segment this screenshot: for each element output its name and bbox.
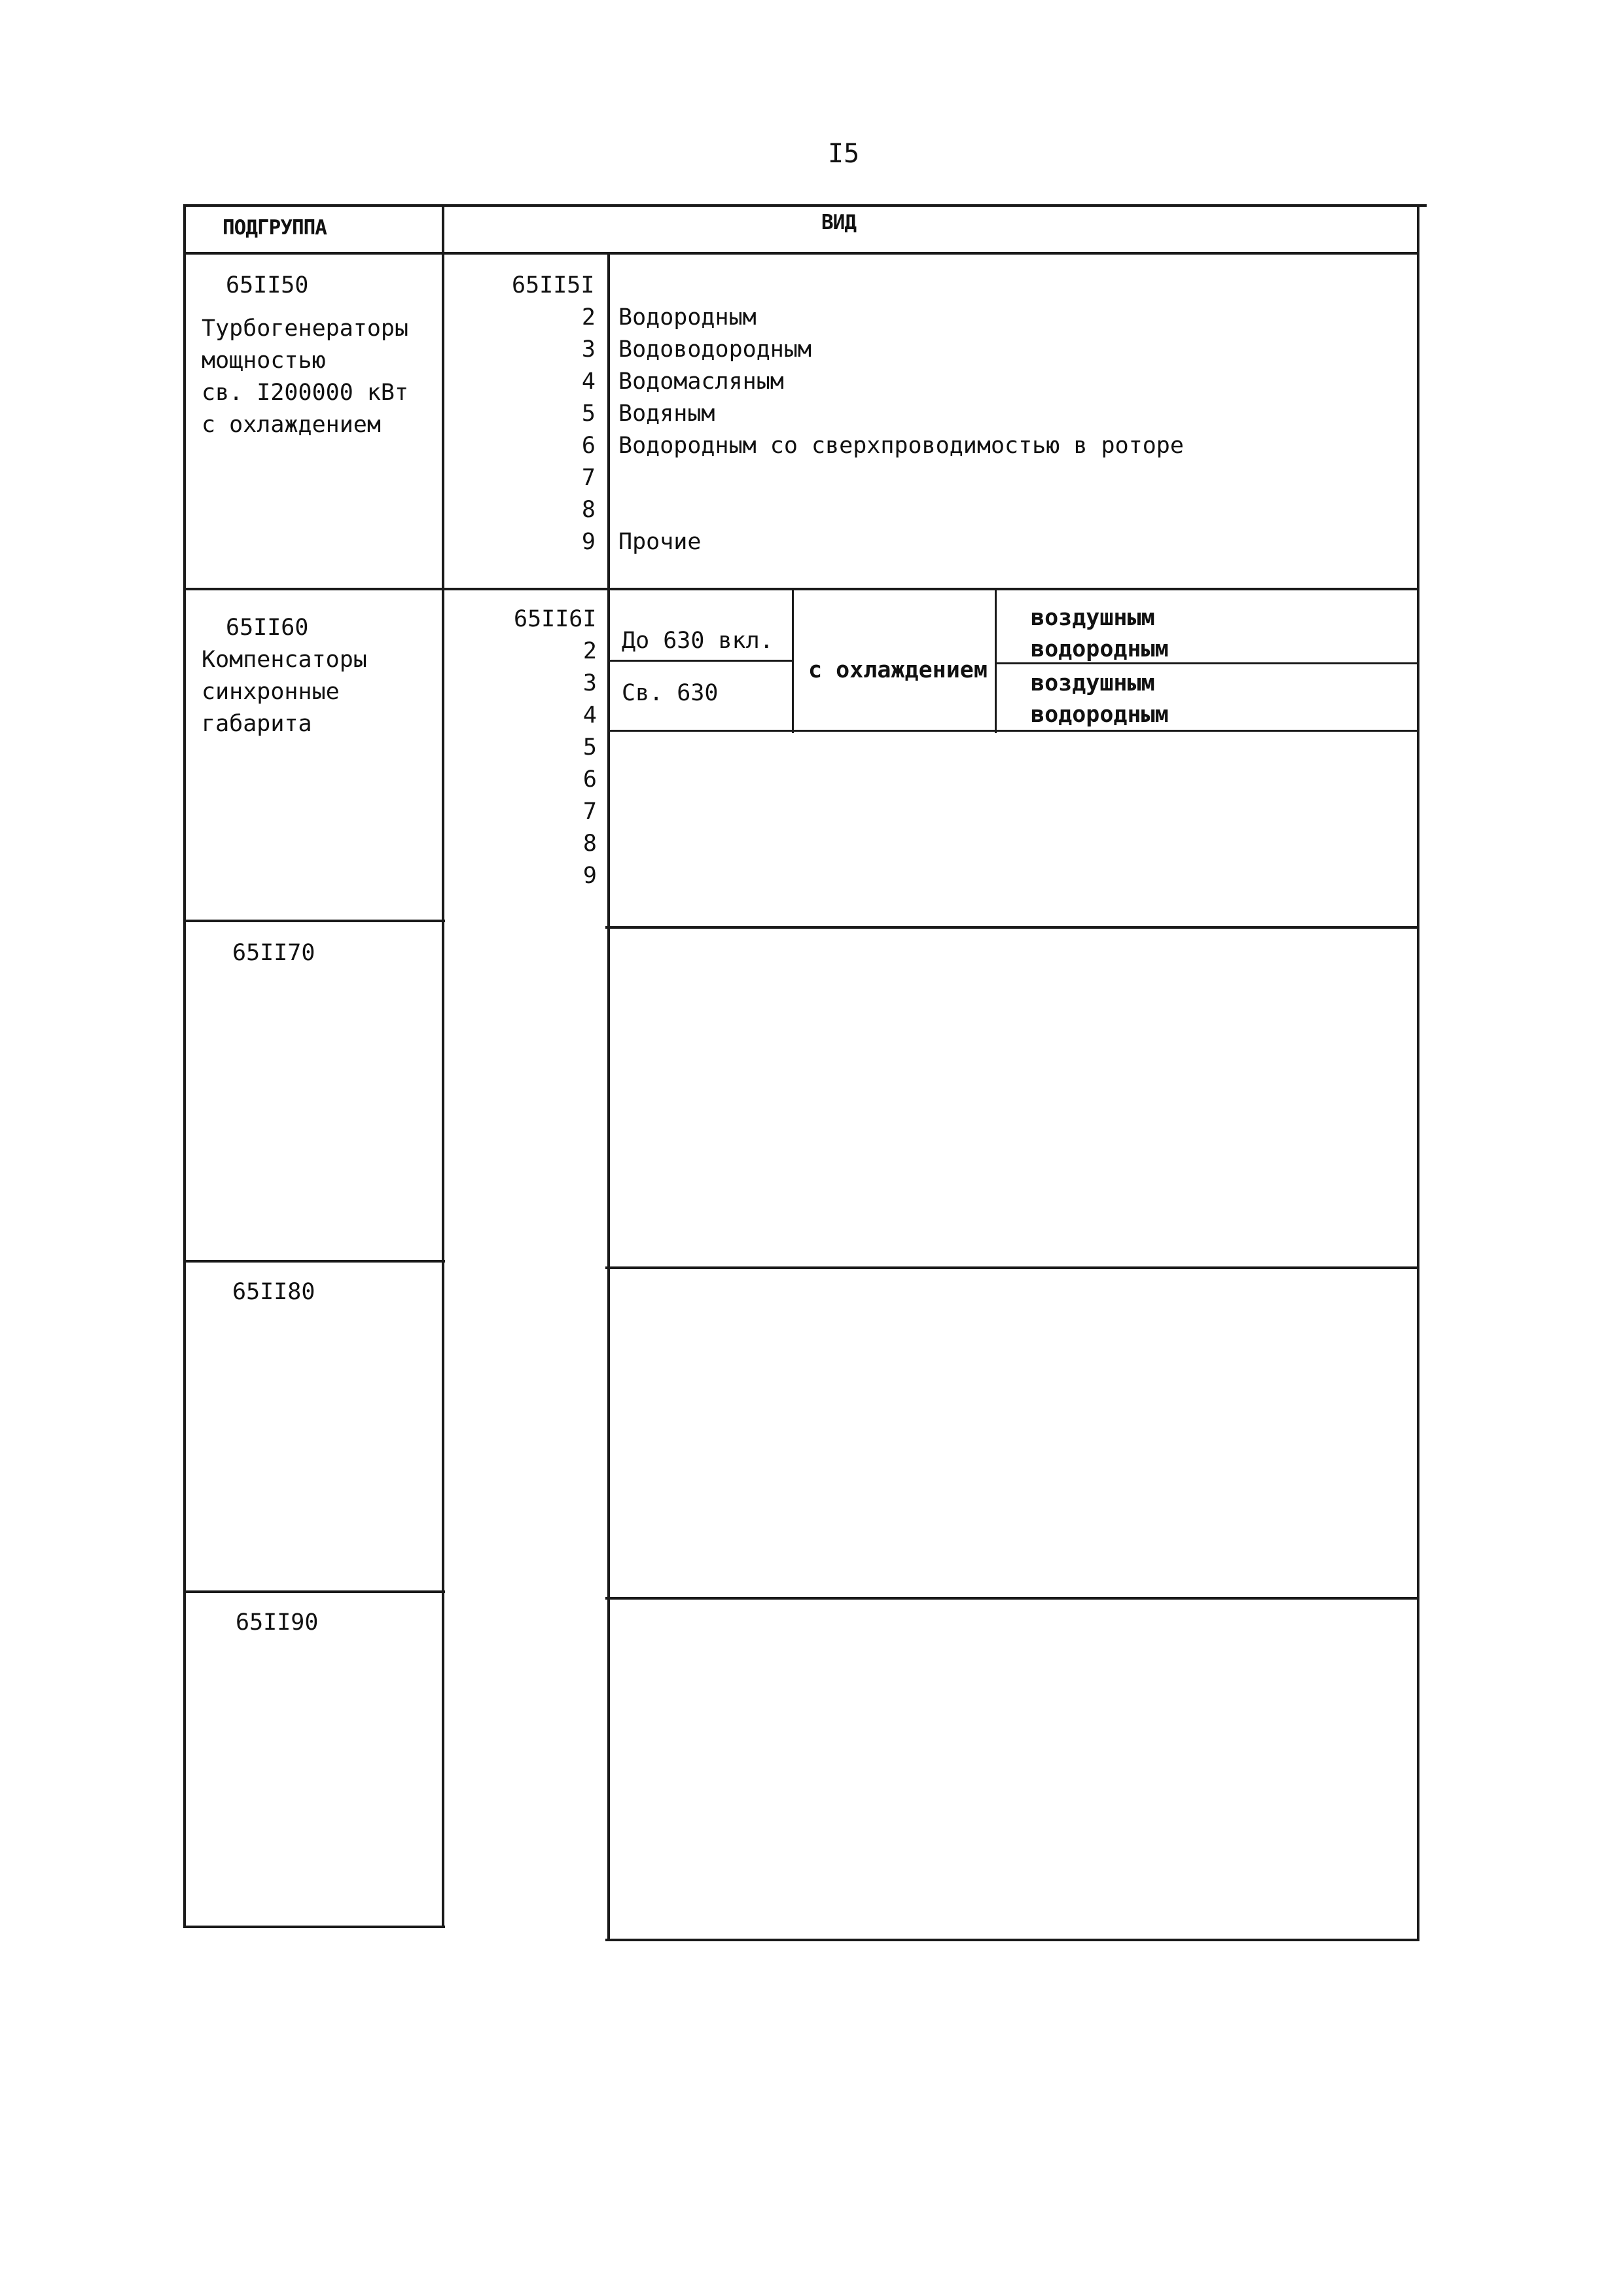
kind-item: Прочие <box>618 529 702 555</box>
cooling-type: водородным <box>1031 702 1169 728</box>
kind-item: Водомасляным <box>618 368 784 395</box>
group-code: 65II90 <box>236 1609 319 1636</box>
group-desc-line: Турбогенераторы <box>202 315 409 342</box>
kind-number: 2 <box>581 304 596 331</box>
kind-number: 6 <box>582 766 597 793</box>
cooling-type: воздушным <box>1031 670 1155 696</box>
group-desc-line: св. I200000 кВт <box>202 380 409 406</box>
cooling-type: воздушным <box>1031 605 1155 631</box>
group-code: 65II60 <box>226 615 309 641</box>
header-subgroup: ПОДГРУППА <box>223 216 327 240</box>
kind-item: Водородным <box>618 304 757 331</box>
kind-number: 4 <box>582 702 597 728</box>
size-range: Св. 630 <box>622 680 719 706</box>
group-desc-line: Компенсаторы <box>202 647 367 673</box>
group-code: 65II70 <box>232 940 315 966</box>
kind-number: 5 <box>581 401 596 427</box>
kind-number: 8 <box>581 497 596 523</box>
kind-number: 5 <box>582 734 597 761</box>
kind-number: 7 <box>582 798 597 825</box>
kind-code: 65II6I <box>514 606 597 632</box>
size-range: До 630 вкл. <box>622 628 774 654</box>
group-code: 65II80 <box>232 1279 315 1305</box>
header-kind: ВИД <box>821 211 856 234</box>
group-code: 65II50 <box>226 272 309 298</box>
kind-item: Водородным со сверхпроводимостью в роторе <box>618 433 1184 459</box>
cooling-type: водородным <box>1031 636 1169 662</box>
group-desc-line: габарита <box>202 711 312 737</box>
kind-number: 2 <box>582 638 597 664</box>
page-number: I5 <box>828 139 860 169</box>
group-desc-line: мощностью <box>202 348 326 374</box>
kind-number: 7 <box>581 465 596 491</box>
group-desc-line: с охлаждением <box>202 412 381 438</box>
kind-number: 4 <box>581 368 596 395</box>
kind-number: 3 <box>581 336 596 363</box>
kind-number: 9 <box>581 529 596 555</box>
group-desc-line: синхронные <box>202 679 340 705</box>
kind-number: 6 <box>581 433 596 459</box>
cooling-label: с охлаждением <box>808 657 988 683</box>
kind-number: 9 <box>582 863 597 889</box>
kind-number: 8 <box>582 831 597 857</box>
kind-item: Водоводородным <box>618 336 812 363</box>
kind-code: 65II5I <box>512 272 595 298</box>
kind-item: Водяным <box>618 401 715 427</box>
kind-number: 3 <box>582 670 597 696</box>
